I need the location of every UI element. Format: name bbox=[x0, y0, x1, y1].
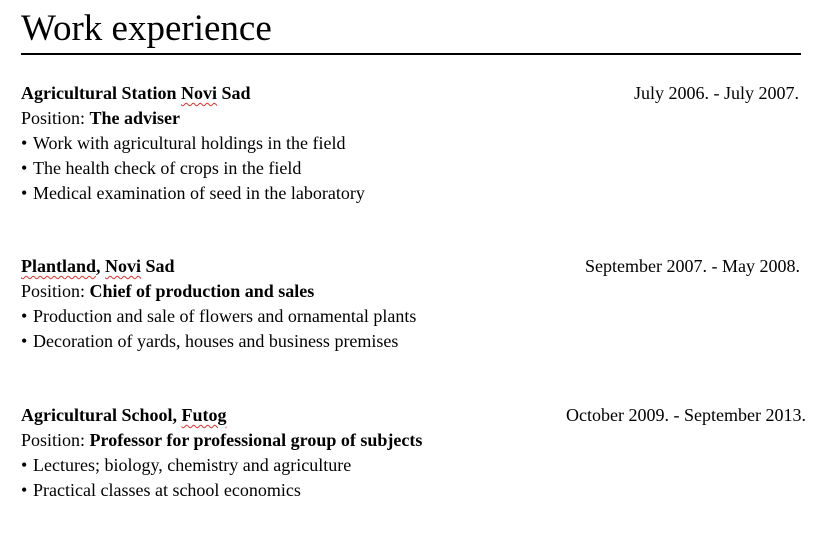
position-line bbox=[21, 106, 811, 131]
position-label: Position: bbox=[21, 430, 90, 450]
duties-list bbox=[21, 131, 811, 206]
job-header bbox=[21, 254, 811, 279]
employer-name bbox=[21, 81, 251, 106]
bullet-icon: • bbox=[21, 331, 28, 351]
employer-name bbox=[21, 254, 175, 279]
duty-item bbox=[21, 478, 811, 503]
position-label: Position: bbox=[21, 108, 90, 128]
duty-text: Work with agricultural holdings in the field bbox=[33, 133, 346, 153]
duty-text: The health check of crops in the field bbox=[33, 158, 302, 178]
duty-text: Medical examination of seed in the laboratory bbox=[33, 183, 365, 203]
employer-text-misspelled: Plantland bbox=[21, 256, 97, 276]
duty-text: Lectures; biology, chemistry and agriculture bbox=[33, 455, 352, 475]
employer-name bbox=[21, 403, 227, 428]
employer-text-misspelled: Futog bbox=[181, 405, 227, 425]
position-title: Chief of production and sales bbox=[89, 281, 315, 301]
bullet-icon: • bbox=[21, 158, 28, 178]
position-line bbox=[21, 279, 811, 304]
job-entry-1 bbox=[21, 81, 811, 206]
bullet-icon: • bbox=[21, 306, 28, 326]
employer-text: Agricultural Station bbox=[21, 83, 181, 103]
section-title: Work experience bbox=[21, 8, 272, 49]
position-line bbox=[21, 428, 811, 453]
employer-text-misspelled: Novi bbox=[181, 83, 217, 103]
duty-text: Decoration of yards, houses and business premises bbox=[33, 331, 399, 351]
duty-item bbox=[21, 156, 811, 181]
bullet-icon: • bbox=[21, 133, 28, 153]
employer-text: Sad bbox=[217, 83, 251, 103]
job-entry-3 bbox=[21, 403, 811, 503]
employer-text: , bbox=[96, 256, 106, 276]
bullet-icon: • bbox=[21, 480, 28, 500]
bullet-icon: • bbox=[21, 183, 28, 203]
title-underline bbox=[21, 53, 801, 55]
job-entry-2 bbox=[21, 254, 811, 354]
position-title: The adviser bbox=[89, 108, 181, 128]
duty-text: Practical classes at school economics bbox=[33, 480, 301, 500]
employer-text: Sad bbox=[141, 256, 175, 276]
duty-text: Production and sale of flowers and ornamental plants bbox=[33, 306, 417, 326]
employer-text: Agricultural School, bbox=[21, 405, 182, 425]
duty-item bbox=[21, 453, 811, 478]
position-title: Professor for professional group of subjects bbox=[89, 430, 423, 450]
job-header bbox=[21, 81, 811, 106]
duty-item bbox=[21, 181, 811, 206]
job-dates: July 2006. - July 2007. bbox=[633, 83, 799, 103]
duty-item bbox=[21, 329, 811, 354]
bullet-icon: • bbox=[21, 455, 28, 475]
employer-text-misspelled: Novi bbox=[105, 256, 142, 276]
duty-item bbox=[21, 131, 811, 156]
job-dates: September 2007. - May 2008. bbox=[585, 256, 800, 276]
duty-item bbox=[21, 304, 811, 329]
duties-list bbox=[21, 304, 811, 354]
job-header bbox=[21, 403, 811, 428]
job-dates: October 2009. - September 2013. bbox=[566, 405, 806, 425]
position-label: Position: bbox=[21, 281, 90, 301]
duties-list bbox=[21, 453, 811, 503]
